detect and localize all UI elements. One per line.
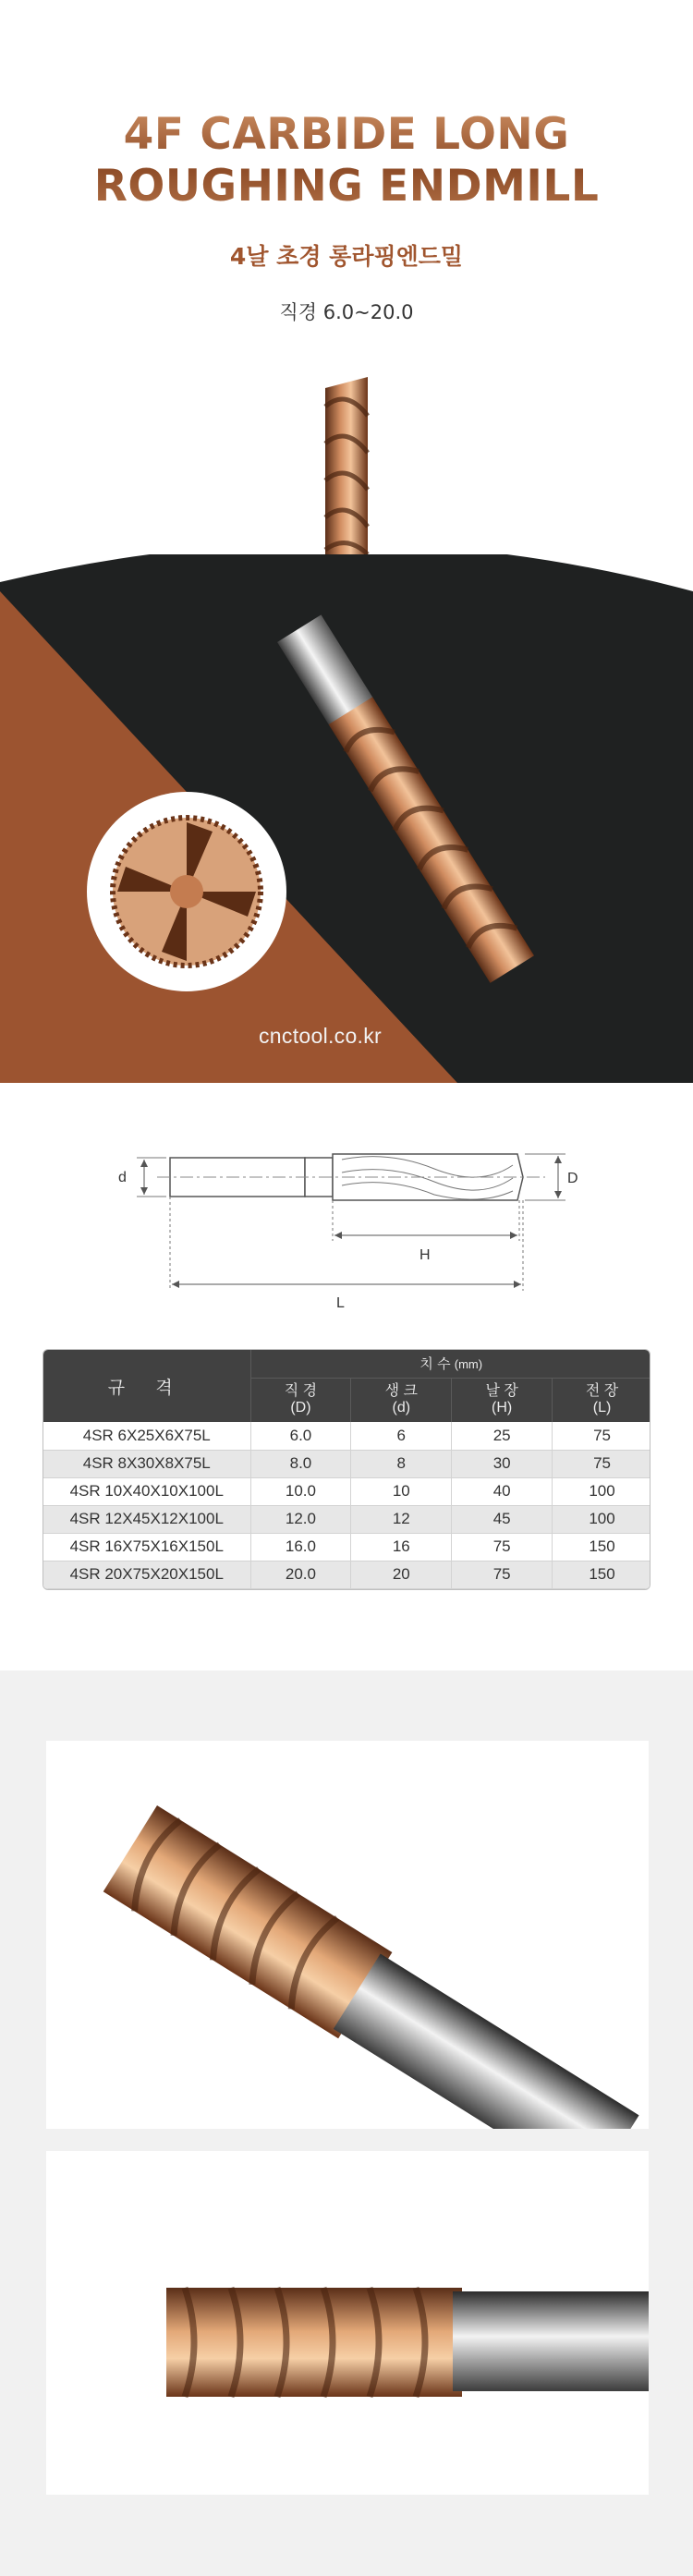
cell-diameter: 6.0 [250, 1422, 351, 1450]
cell-diameter: 20.0 [250, 1561, 351, 1588]
cell-diameter: 10.0 [250, 1477, 351, 1505]
table-row [43, 1533, 650, 1561]
column-symbol: (D) [290, 1400, 311, 1416]
cell-spec: 4SR 8X30X8X75L [43, 1450, 250, 1477]
cell-flute-length: 75 [452, 1533, 553, 1561]
spec-table-container [43, 1349, 650, 1590]
column-header-overall-length [553, 1378, 650, 1422]
endmill-diagonal-photo [46, 1741, 649, 2129]
endmill-horizontal-photo [46, 2151, 649, 2495]
cell-overall-length: 100 [553, 1477, 650, 1505]
cell-overall-length: 75 [553, 1450, 650, 1477]
product-photo-closeup-1 [46, 1741, 649, 2129]
cell-shank: 16 [351, 1533, 452, 1561]
column-name: 생 크 [384, 1383, 418, 1400]
cell-diameter: 16.0 [250, 1533, 351, 1561]
cell-shank: 6 [351, 1422, 452, 1450]
table-row [43, 1450, 650, 1477]
cell-spec: 4SR 16X75X16X150L [43, 1533, 250, 1561]
cell-overall-length: 150 [553, 1533, 650, 1561]
cell-shank: 8 [351, 1450, 452, 1477]
spec-column-header: 규 격 [43, 1350, 250, 1422]
column-header-shank [351, 1378, 452, 1422]
spec-table [43, 1350, 650, 1589]
cell-spec: 4SR 12X45X12X100L [43, 1505, 250, 1533]
cell-flute-length: 25 [452, 1422, 553, 1450]
cell-diameter: 12.0 [250, 1505, 351, 1533]
cell-spec: 4SR 6X25X6X75L [43, 1422, 250, 1450]
table-row [43, 1422, 650, 1450]
cell-overall-length: 75 [553, 1422, 650, 1450]
cell-shank: 12 [351, 1505, 452, 1533]
diameter-range: 직경 6.0~20.0 [279, 301, 414, 323]
dimension-unit-label: (mm) [454, 1357, 483, 1372]
product-photo-gallery [0, 1671, 693, 2576]
cell-flute-length: 75 [452, 1561, 553, 1588]
table-row [43, 1561, 650, 1588]
dimension-group-header [250, 1350, 650, 1378]
cell-flute-length: 45 [452, 1505, 553, 1533]
column-name: 직 경 [284, 1383, 318, 1400]
column-name: 전 장 [585, 1383, 619, 1400]
spec-table-frame [43, 1349, 650, 1590]
brand-url[interactable]: cnctool.co.kr [259, 1024, 383, 1048]
table-row [43, 1477, 650, 1505]
product-title [0, 109, 693, 213]
cell-diameter: 8.0 [250, 1450, 351, 1477]
spec-table-header-row [43, 1350, 650, 1378]
product-photo-closeup-2 [46, 2151, 649, 2495]
dimension-header-label: 치 수 [419, 1356, 451, 1373]
column-name: 날 장 [485, 1383, 518, 1400]
cell-shank: 10 [351, 1477, 452, 1505]
column-symbol: (d) [392, 1400, 411, 1416]
hero-section [0, 0, 693, 1083]
product-subtitle: 4날 초경 롱라핑엔드밀 [229, 243, 464, 270]
column-symbol: (H) [492, 1400, 513, 1416]
cell-shank: 20 [351, 1561, 452, 1588]
cell-overall-length: 150 [553, 1561, 650, 1588]
cell-spec: 4SR 20X75X20X150L [43, 1561, 250, 1588]
overall-length-label: L [336, 1295, 345, 1311]
cell-flute-length: 30 [452, 1450, 553, 1477]
shank-diameter-label: d [118, 1170, 127, 1185]
product-title-line1: 4F CARBIDE LONG [123, 109, 570, 160]
cell-flute-length: 40 [452, 1477, 553, 1505]
column-header-flute-length [452, 1378, 553, 1422]
column-symbol: (L) [592, 1400, 612, 1416]
cutting-diameter-label: D [567, 1171, 578, 1186]
cell-overall-length: 100 [553, 1505, 650, 1533]
dimension-diagram [0, 1132, 693, 1335]
product-title-line2: ROUGHING ENDMILL [93, 161, 600, 212]
flute-length-label: H [419, 1247, 431, 1263]
table-row [43, 1505, 650, 1533]
cell-spec: 4SR 10X40X10X100L [43, 1477, 250, 1505]
column-header-diameter [250, 1378, 351, 1422]
hero-background-panel [0, 554, 693, 1083]
